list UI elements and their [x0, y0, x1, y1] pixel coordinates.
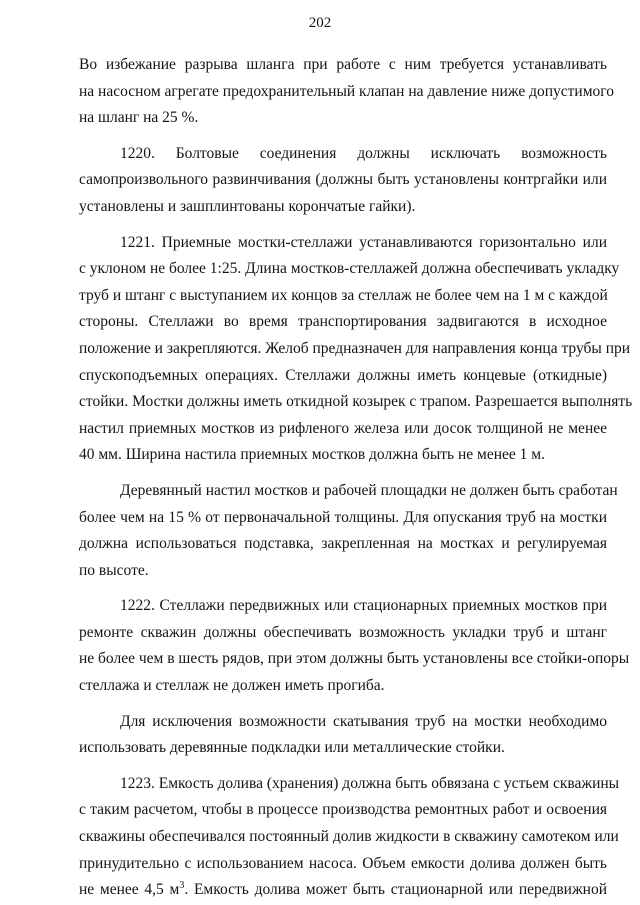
- text-line: 1223. Емкость долива (хранения) должна быть обвязана с устьем скважины: [120, 774, 620, 792]
- text-line: более чем на 15 % от первоначальной толщины. Для опускания труб на мостки: [79, 508, 607, 526]
- text-line: с таким расчетом, чтобы в процессе производства ремонтных работ и освоения: [79, 801, 607, 819]
- paragraph-rolling-prevention: [79, 709, 607, 762]
- text-line: настил приемных мостков из рифленого железа или досок толщиной не менее: [79, 419, 607, 437]
- page-number: 202: [308, 15, 332, 31]
- paragraph-wooden-deck: [79, 478, 618, 584]
- text-line: принудительно с использованием насоса. Объем емкости долива должен быть: [79, 854, 607, 872]
- text-line: 40 мм. Ширина настила приемных мостков должна быть не менее 1 м.: [79, 446, 545, 464]
- text-line: по высоте.: [79, 561, 149, 579]
- text-line: стойки. Мостки должны иметь откидной козырек с трапом. Разрешается выполнять: [79, 393, 633, 411]
- paragraph-1221: [79, 230, 633, 469]
- text-line: 1222. Стеллажи передвижных или стационарных приемных мостков при: [120, 597, 607, 615]
- text-line: стороны. Стеллажи во время транспортирования задвигаются в исходное: [79, 313, 607, 331]
- paragraph-continuation: [79, 52, 614, 132]
- text-line: труб и штанг с выступанием их концов за стеллаж не более чем на 1 м с каждой: [79, 286, 608, 304]
- text-line: скважины обеспечивался постоянный долив жидкости в скважину самотеком или: [79, 828, 619, 846]
- text-line: положение и закрепляются. Желоб предназначен для направления конца трубы при: [79, 339, 631, 357]
- text-line: 1221. Приемные мостки-стеллажи устанавливаются горизонтально или: [120, 233, 607, 251]
- text-line: Во избежание разрыва шланга при работе с ним требуется устанавливать: [79, 56, 607, 73]
- text-line: установлены и зашплинтованы корончатые гайки).: [79, 197, 416, 215]
- superscript-three: 3: [179, 880, 185, 892]
- text-line: Деревянный настил мостков и рабочей площадки не должен быть сработан: [120, 481, 618, 499]
- final-line-before: не менее 4,5 м: [79, 881, 180, 899]
- text-line: Для исключения возможности скатывания труб на мостки необходимо: [120, 712, 607, 730]
- text-line-final: [79, 877, 607, 904]
- text-line: с уклоном не более 1:25. Длина мостков-стеллажей должна обеспечивать укладку: [79, 260, 620, 278]
- text-line: самопроизвольного развинчивания (должны быть установлены контргайки или: [79, 171, 607, 189]
- text-line: стеллажа и стеллаж не должен иметь прогиба.: [79, 677, 385, 695]
- text-line: не более чем в шесть рядов, при этом должны быть установлены все стойки-опоры: [79, 650, 630, 668]
- final-line-after: . Емкость долива может быть стационарной или передвижной: [184, 881, 607, 899]
- paragraph-1220: [79, 141, 607, 221]
- text-line: на шланг на 25 %.: [79, 109, 199, 127]
- text-line: должна использоваться подставка, закрепленная на мостках и регулируемая: [79, 535, 607, 553]
- document-body: [79, 52, 633, 904]
- text-line: ремонте скважин должны обеспечивать возможность укладки труб и штанг: [79, 623, 607, 641]
- text-line: на насосном агрегате предохранительный клапан на давление ниже допустимого: [79, 82, 614, 100]
- paragraph-1223: [79, 771, 620, 904]
- paragraph-1222: [79, 593, 630, 699]
- text-line: спускоподъемных операциях. Стеллажи должны иметь концевые (откидные): [79, 366, 607, 384]
- text-line: 1220. Болтовые соединения должны исключать возможность: [120, 144, 607, 162]
- text-line: использовать деревянные подкладки или металлические стойки.: [79, 739, 505, 757]
